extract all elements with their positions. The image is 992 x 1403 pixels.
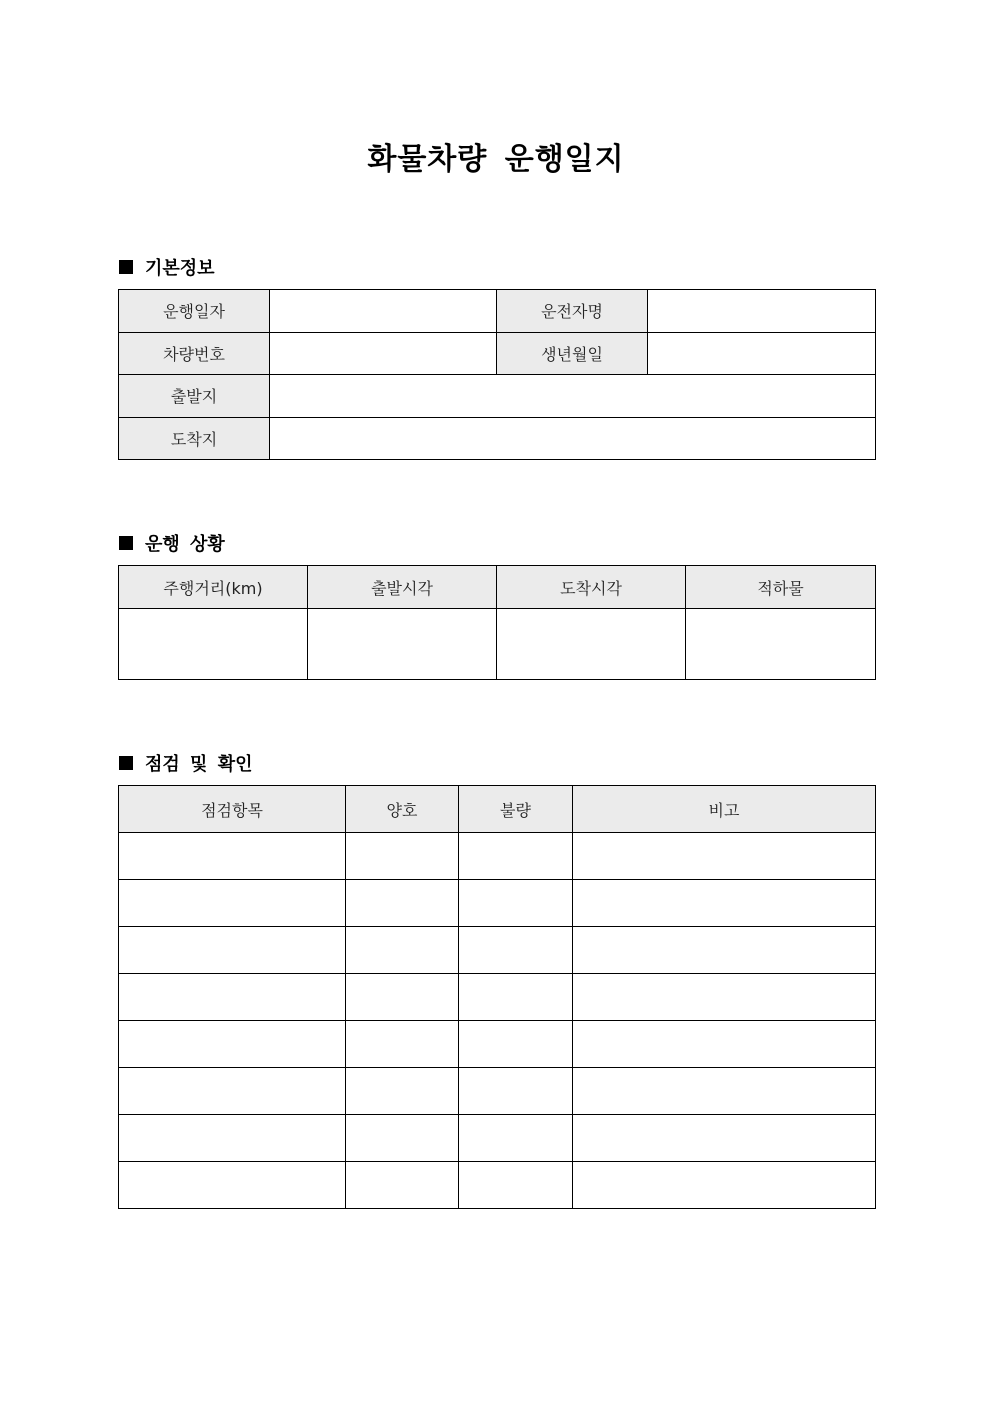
column-header-remarks: 비고	[573, 786, 876, 833]
remarks-field[interactable]	[573, 1115, 876, 1162]
inspection-item-field[interactable]	[119, 1162, 346, 1209]
table-header-row	[119, 786, 876, 833]
bad-field[interactable]	[459, 880, 573, 927]
column-header-arrival-time: 도착시각	[497, 566, 686, 609]
arrival-time-field[interactable]	[497, 609, 686, 680]
label-arrival-place: 도착지	[119, 417, 270, 460]
inspection-item-field[interactable]	[119, 974, 346, 1021]
column-header-inspection-item: 점검항목	[119, 786, 346, 833]
departure-time-field[interactable]	[308, 609, 497, 680]
remarks-field[interactable]	[573, 974, 876, 1021]
operation-date-field[interactable]	[270, 290, 497, 333]
label-birth-date: 생년월일	[497, 332, 648, 375]
column-header-distance: 주행거리(km)	[119, 566, 308, 609]
square-bullet-icon	[119, 756, 133, 770]
table-row	[119, 927, 876, 974]
square-bullet-icon	[119, 536, 133, 550]
departure-place-field[interactable]	[270, 375, 876, 418]
label-vehicle-number: 차량번호	[119, 332, 270, 375]
bad-field[interactable]	[459, 927, 573, 974]
bad-field[interactable]	[459, 1021, 573, 1068]
remarks-field[interactable]	[573, 1021, 876, 1068]
section-title: 점검 및 확인	[145, 754, 253, 775]
good-field[interactable]	[346, 833, 459, 880]
inspection-item-field[interactable]	[119, 1021, 346, 1068]
good-field[interactable]	[346, 974, 459, 1021]
section-heading-operations	[119, 530, 225, 556]
inspection-table	[118, 785, 876, 1209]
column-header-good: 양호	[346, 786, 459, 833]
table-row	[119, 290, 876, 333]
document-title: 화물차량 운행일지	[367, 142, 625, 177]
section-heading-basic-info	[119, 254, 215, 280]
remarks-field[interactable]	[573, 927, 876, 974]
table-row	[119, 974, 876, 1021]
inspection-item-field[interactable]	[119, 1115, 346, 1162]
inspection-item-field[interactable]	[119, 880, 346, 927]
distance-field[interactable]	[119, 609, 308, 680]
bad-field[interactable]	[459, 1162, 573, 1209]
good-field[interactable]	[346, 927, 459, 974]
column-header-departure-time: 출발시각	[308, 566, 497, 609]
label-driver-name: 운전자명	[497, 290, 648, 333]
remarks-field[interactable]	[573, 1162, 876, 1209]
good-field[interactable]	[346, 1068, 459, 1115]
table-row	[119, 609, 876, 680]
column-header-cargo: 적하물	[686, 566, 876, 609]
section-heading-inspection	[119, 750, 252, 776]
table-row	[119, 417, 876, 460]
table-row	[119, 833, 876, 880]
bad-field[interactable]	[459, 833, 573, 880]
table-header-row	[119, 566, 876, 609]
bad-field[interactable]	[459, 974, 573, 1021]
inspection-item-field[interactable]	[119, 833, 346, 880]
table-row	[119, 1021, 876, 1068]
remarks-field[interactable]	[573, 1068, 876, 1115]
good-field[interactable]	[346, 1162, 459, 1209]
table-row	[119, 332, 876, 375]
table-row	[119, 1162, 876, 1209]
table-row	[119, 880, 876, 927]
birth-date-field[interactable]	[648, 332, 876, 375]
arrival-place-field[interactable]	[270, 417, 876, 460]
label-operation-date: 운행일자	[119, 290, 270, 333]
driver-name-field[interactable]	[648, 290, 876, 333]
square-bullet-icon	[119, 260, 133, 274]
inspection-item-field[interactable]	[119, 1068, 346, 1115]
cargo-field[interactable]	[686, 609, 876, 680]
section-title: 기본정보	[145, 258, 215, 279]
bad-field[interactable]	[459, 1115, 573, 1162]
good-field[interactable]	[346, 880, 459, 927]
label-departure-place: 출발지	[119, 375, 270, 418]
table-row	[119, 1115, 876, 1162]
vehicle-number-field[interactable]	[270, 332, 497, 375]
remarks-field[interactable]	[573, 833, 876, 880]
good-field[interactable]	[346, 1115, 459, 1162]
remarks-field[interactable]	[573, 880, 876, 927]
operations-table	[118, 565, 876, 680]
table-row	[119, 1068, 876, 1115]
inspection-item-field[interactable]	[119, 927, 346, 974]
basic-info-table	[118, 289, 876, 460]
section-title: 운행 상황	[145, 534, 225, 555]
bad-field[interactable]	[459, 1068, 573, 1115]
table-row	[119, 375, 876, 418]
column-header-bad: 불량	[459, 786, 573, 833]
good-field[interactable]	[346, 1021, 459, 1068]
